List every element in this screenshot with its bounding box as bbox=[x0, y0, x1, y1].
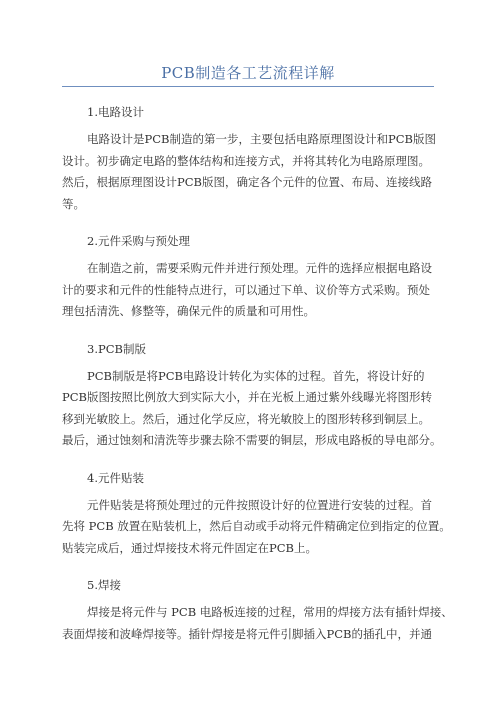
section-paragraph-component-placement bbox=[62, 495, 451, 560]
paragraph-line: 计的要求和元件的性能特点进行，可以通过下单、议价等方式采购。预处 bbox=[62, 282, 430, 297]
section-paragraph-pcb-fabrication bbox=[62, 366, 442, 452]
section-heading-component-procurement: 2.元件采购与预处理 bbox=[87, 234, 190, 248]
paragraph-line: 理包括清洗、修整等，确保元件的质量和可用性。 bbox=[62, 304, 315, 318]
paragraph-line: 电路设计是PCB制造的第一步，主要包括电路原理图设计和PCB版图 bbox=[87, 132, 436, 146]
section-heading-component-placement: 4.元件贴装 bbox=[87, 470, 144, 485]
paragraph-line: 在制造之前，需要采购元件并进行预处理。元件的选择应根据电路设 bbox=[87, 261, 432, 275]
paragraph-line: 然后，根据原理图设计PCB版图，确定各个元件的位置、布局、连接线路 bbox=[62, 175, 432, 189]
document-title: PCB制造各工艺流程详解 bbox=[161, 64, 335, 82]
paragraph-line: PCB制版是将PCB电路设计转化为实体的过程。首先，将设计好的 bbox=[87, 368, 425, 383]
paragraph-line: 最后，通过蚀刻和清洗等步骤去除不需要的铜层，形成电路板的导电部分。 bbox=[62, 433, 442, 447]
paragraph-line: PCB版图按照比例放大到实际大小，并在光板上通过紫外线曝光将图形转 bbox=[62, 390, 432, 404]
section-paragraph-soldering bbox=[62, 602, 453, 645]
paragraph-line: 等。 bbox=[62, 196, 85, 211]
paragraph-line: 设计。初步确定电路的整体结构和连接方式，并将其转化为电路原理图。 bbox=[62, 153, 430, 168]
paragraph-line: 元件贴装是将预处理过的元件按照设计好的位置进行安装的过程。首 bbox=[87, 497, 432, 512]
section-heading-soldering: 5.焊接 bbox=[87, 578, 121, 592]
section-heading-pcb-fabrication: 3.PCB制版 bbox=[87, 341, 146, 356]
section-paragraph-circuit-design bbox=[62, 129, 434, 215]
paragraph-line: 贴装完成后，通过焊接技术将元件固定在PCB上。 bbox=[62, 540, 317, 555]
paragraph-line: 先将 PCB 放置在贴装机上，然后自动或手动将元件精确定位到指定的位置。 bbox=[62, 519, 451, 533]
section-paragraph-component-procurement bbox=[62, 258, 434, 323]
paragraph-line: 移到光敏胶上。然后，通过化学反应，将光敏胶上的图形转移到铜层上。 bbox=[62, 411, 430, 426]
section-heading-circuit-design: 1.电路设计 bbox=[87, 105, 144, 119]
document-body bbox=[62, 96, 453, 655]
title-underline bbox=[62, 86, 434, 87]
paragraph-line: 表面焊接和波峰焊接等。插针焊接是将元件引脚插入PCB的插孔中，并通 bbox=[62, 626, 432, 641]
paragraph-line: 焊接是将元件与 PCB 电路板连接的过程，常用的焊接方法有插针焊接、 bbox=[87, 605, 453, 619]
